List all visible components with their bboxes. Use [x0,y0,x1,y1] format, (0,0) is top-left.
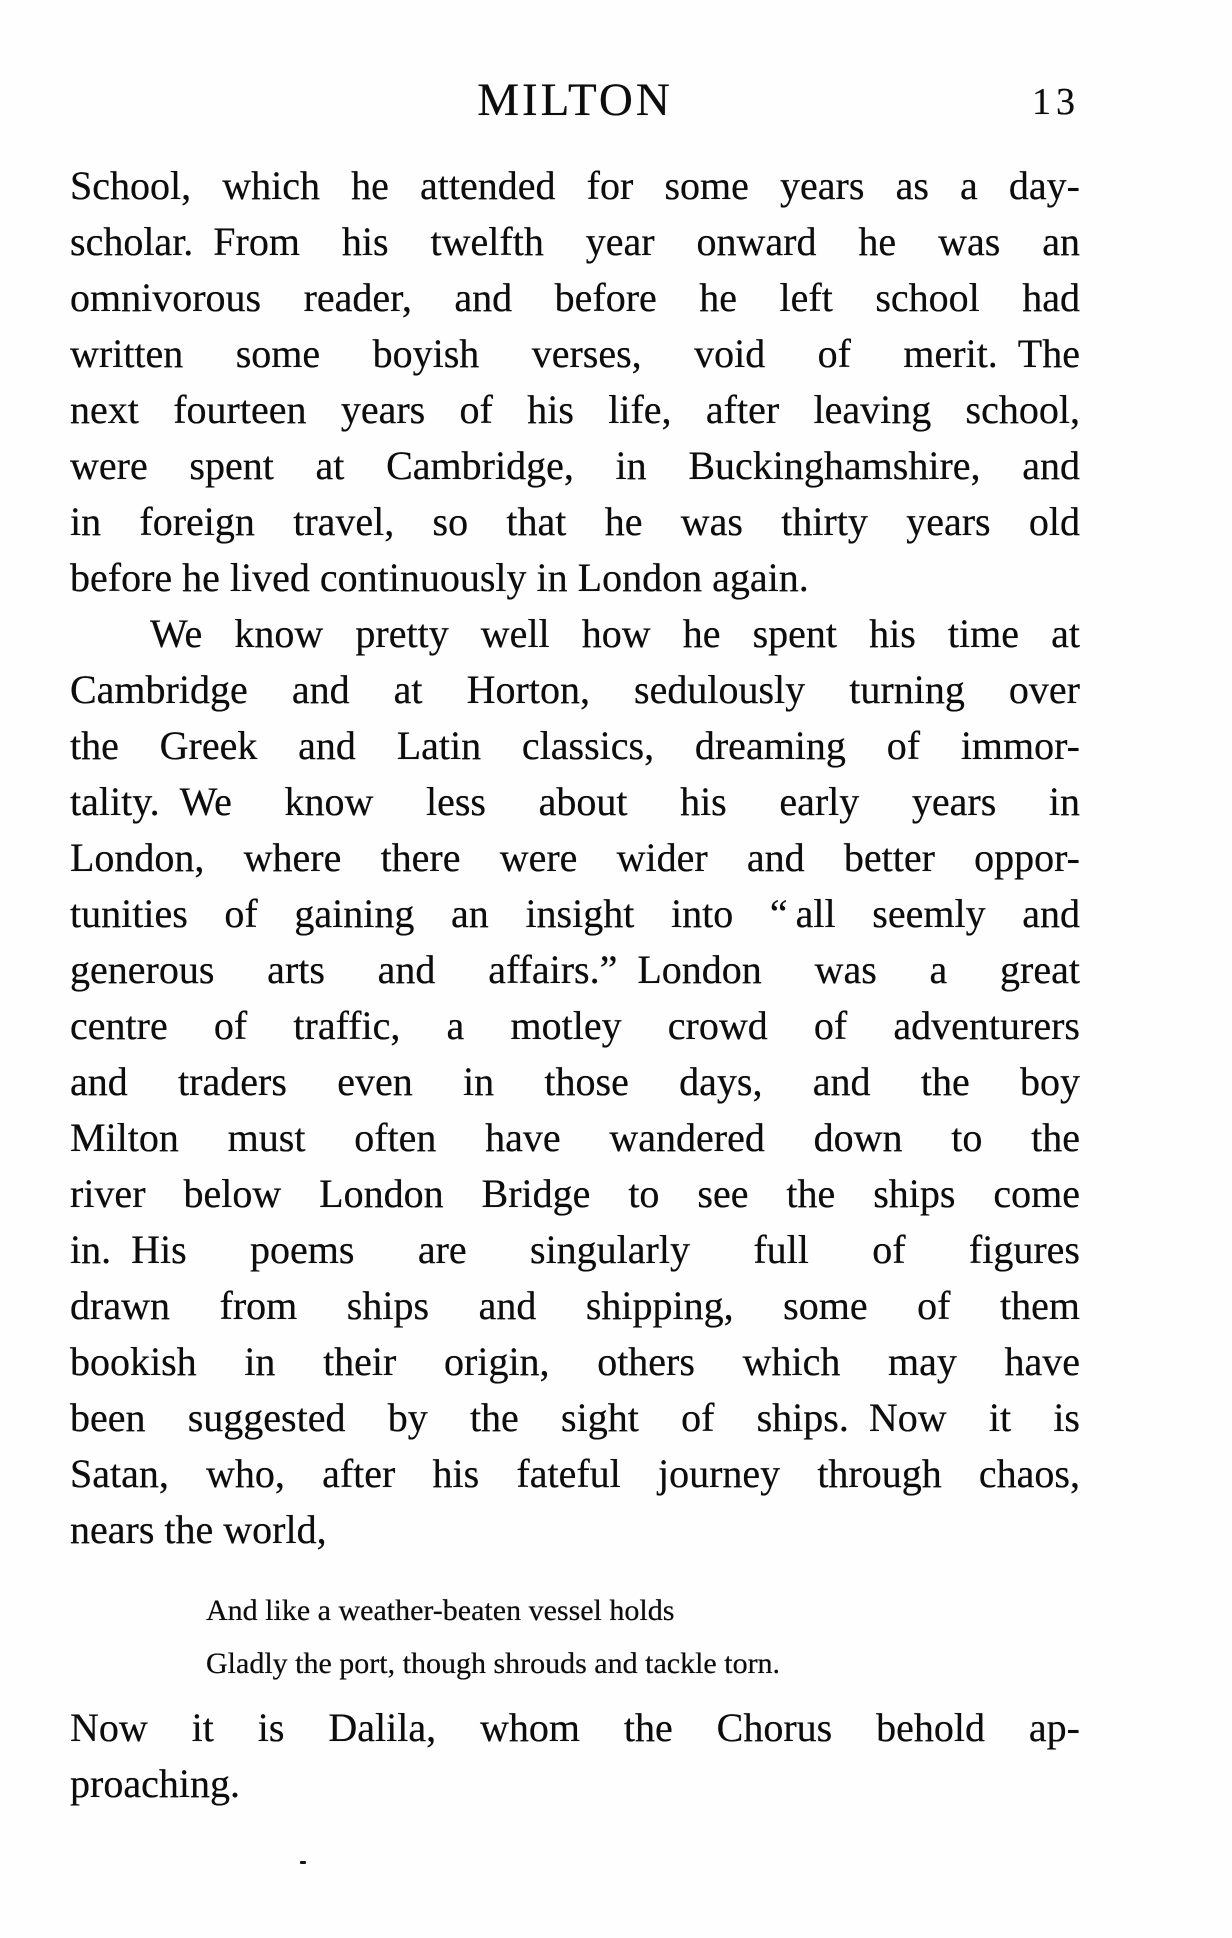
text-line: drawn from ships and shipping, some of them [70,1283,1080,1328]
text-line: Satan, who, after his fateful journey through chaos, [70,1451,1080,1496]
running-head-title: MILTON [477,74,673,126]
page-number: 13 [1032,81,1080,123]
text-line: Gladly the port, though shrouds and tackle torn. [206,1647,781,1680]
text-line: the Greek and Latin classics, dreaming of immor- [70,723,1080,768]
text-line: in foreign travel, so that he was thirty years old [70,499,1080,544]
text-line: were spent at Cambridge, in Buckinghamshire, and [70,443,1080,488]
text-line: bookish in their origin, others which may have [70,1339,1080,1384]
verse-quote [206,1584,1080,1690]
text-line: before he lived continuously in London again. [70,555,809,600]
text-line: Cambridge and at Horton, sedulously turning over [70,667,1080,712]
text-line: omnivorous reader, and before he left school had [70,275,1080,320]
text-line: School, which he attended for some years as a day- [70,163,1080,208]
page-header [70,74,1080,128]
text-line: been suggested by the sight of ships. Now it is [70,1395,1080,1440]
text-line: London, where there were wider and better oppor- [70,835,1080,880]
text-line: tunities of gaining an insight into “ all seemly and [70,891,1080,936]
paragraph-1 [70,158,1080,606]
paragraph-2 [70,606,1080,1558]
scan-artifact-dot [300,1861,306,1864]
text-line: river below London Bridge to see the ships come [70,1171,1080,1216]
text-line: And like a weather-beaten vessel holds [206,1594,675,1627]
text-line: written some boyish verses, void of merit. The [70,331,1080,376]
text-line: next fourteen years of his life, after leaving school, [70,387,1080,432]
text-line: generous arts and affairs.” London was a great [70,947,1080,992]
text-line: and traders even in those days, and the boy [70,1059,1080,1104]
text-line: in. His poems are singularly full of figures [70,1227,1080,1272]
text-line: nears the world, [70,1507,327,1552]
text-line: Now it is Dalila, whom the Chorus behold ap- [70,1705,1080,1750]
text-line: scholar. From his twelfth year onward he was an [70,219,1080,264]
page-body [70,158,1080,1812]
paragraph-3 [70,1700,1080,1812]
text-line: proaching. [70,1761,240,1806]
text-line: centre of traffic, a motley crowd of adventurers [70,1003,1080,1048]
text-line: tality. We know less about his early years in [70,779,1080,824]
text-line: We know pretty well how he spent his time at [150,611,1080,656]
text-line: Milton must often have wandered down to the [70,1115,1080,1160]
